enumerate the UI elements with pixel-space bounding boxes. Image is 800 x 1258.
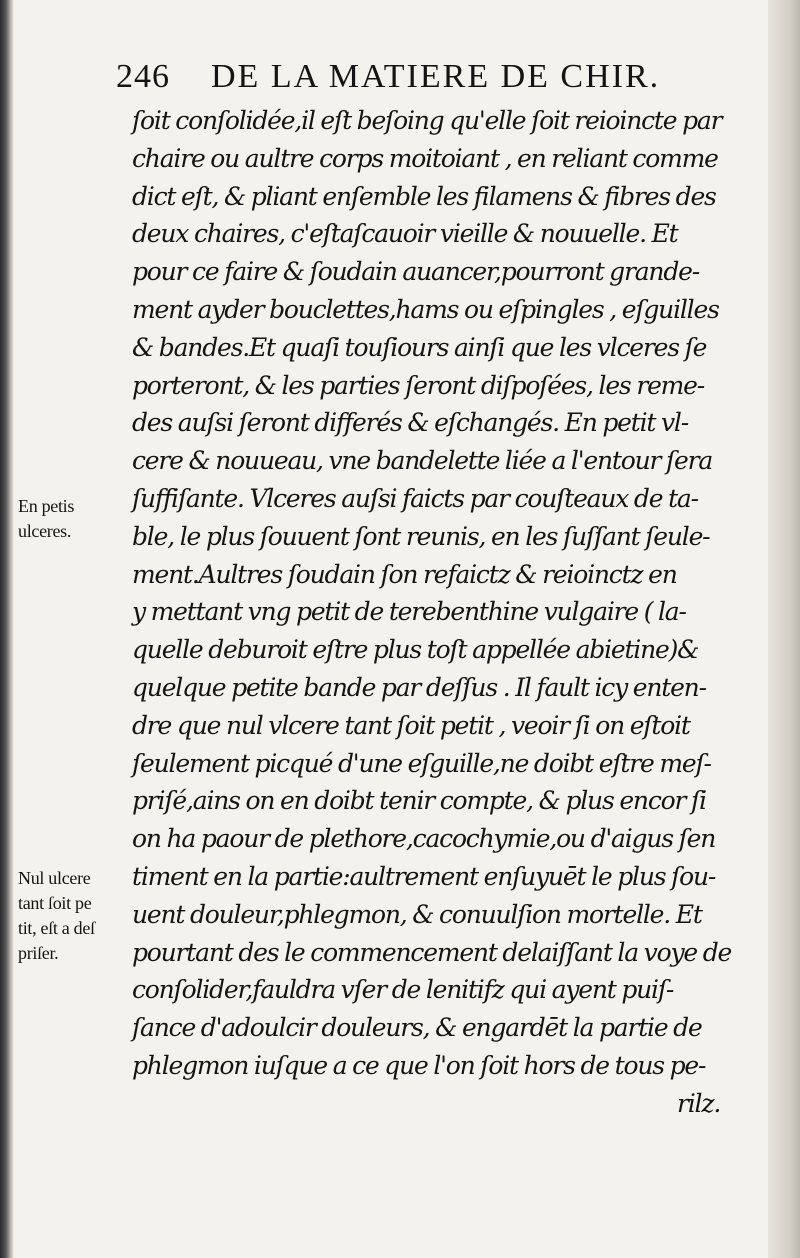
running-head: DE LA MATIERE DE CHIR.	[211, 58, 661, 95]
margin-note-line: En petis	[18, 496, 75, 516]
text-line: dict eſt, & pliant enſemble les filamens & fibres des	[132, 181, 716, 211]
margin-note-line: priſer.	[18, 943, 59, 963]
text-line: rilz.	[677, 1088, 721, 1118]
page-number: 246	[116, 58, 170, 95]
text-line: ment.Aultres ſoudain ſon refaictz & reioinctz en	[132, 559, 677, 589]
text-line: deux chaires, c'eſtaſcauoir vieille & nouuelle. Et	[132, 219, 678, 249]
text-line: & bandes.Et quaſi touſiours ainſi que les vlceres ſe	[132, 332, 707, 362]
body-text	[132, 102, 742, 1123]
margin-note-line: tant ſoit pe	[18, 893, 92, 913]
text-line: ſeulement picqué d'une eſguille,ne doibt eſtre meſ-	[132, 748, 711, 778]
text-line: timent en la partie:aultrement enſuyuēt le plus ſou-	[132, 861, 716, 891]
text-line: ſance d'adoulcir douleurs, & engardēt la partie de	[132, 1013, 702, 1043]
text-line: chaire ou aultre corps moitoiant , en reliant comme	[132, 143, 718, 173]
text-line: dre que nul vlcere tant ſoit petit , veoir ſi on eſtoit	[132, 710, 690, 740]
text-line: pour ce faire & ſoudain auancer,pourront grande-	[132, 257, 699, 287]
margin-note-line: Nul ulcere	[18, 868, 91, 888]
page-edge-shadow	[0, 0, 14, 1258]
margin-note-line: ulceres.	[18, 521, 72, 541]
text-line: quelle deburoit eſtre plus toſt appellée abietine)&	[132, 635, 699, 665]
margin-note-petis-ulceres	[18, 494, 126, 544]
text-line: quelque petite bande par deſſus . Il fault icy enten-	[132, 672, 706, 702]
text-line: des auſsi ſeront differés & eſchangés. En petit vl-	[132, 408, 688, 438]
text-line: porteront, & les parties ſeront diſpoſées, les reme-	[132, 370, 705, 400]
text-line: ment ayder bouclettes,hams ou eſpingles , eſguilles	[132, 294, 719, 324]
text-line: cere & nouueau, vne bandelette liée a l'entour ſera	[132, 446, 713, 476]
margin-note-nul-ulcere	[18, 866, 126, 966]
page-gutter	[768, 0, 800, 1258]
text-line: priſé,ains on en doibt tenir compte, & plus encor ſi	[132, 786, 706, 816]
text-line: y mettant vng petit de terebenthine vulgaire ( la-	[132, 597, 686, 627]
text-line: conſolider,fauldra vſer de lenitifz qui ayent puiſ-	[132, 975, 674, 1005]
margin-note-line: tit, eſt a deſ	[18, 918, 95, 938]
text-line: phlegmon iuſque a ce que l'on ſoit hors de tous pe-	[132, 1050, 706, 1080]
text-line: ble, le plus ſouuent ſont reunis, en les ſuſſant ſeule-	[132, 521, 710, 551]
text-line: ſoit conſolidée,il eſt beſoing qu'elle ſoit reioincte par	[132, 106, 722, 135]
page-header	[116, 52, 726, 98]
text-line: uent douleur,phlegmon, & conuulſion mortelle. Et	[132, 899, 702, 929]
text-line: ſuffiſante. Vlceres auſsi faicts par couſteaux de ta-	[132, 483, 698, 513]
text-line: on ha paour de plethore,cacochymie,ou d'aigus ſen	[132, 824, 716, 854]
text-line: pourtant des le commencement delaiſſant la voye de	[132, 937, 732, 967]
